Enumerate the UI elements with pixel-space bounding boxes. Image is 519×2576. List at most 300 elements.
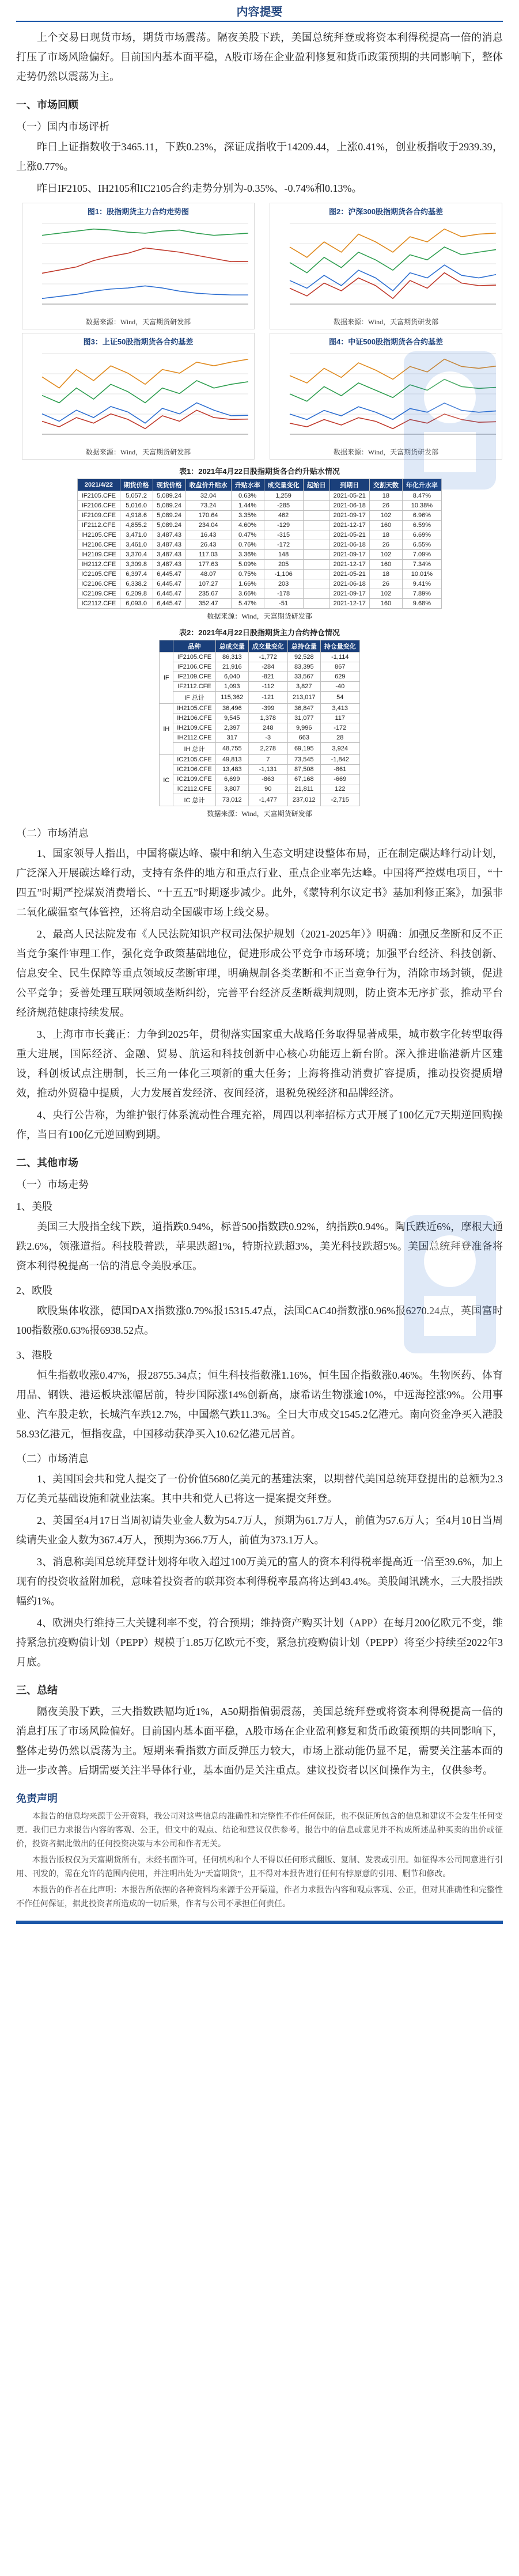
chart-1-svg — [22, 218, 254, 316]
table-header-cell: 交割天数 — [369, 479, 402, 491]
table-cell: 117 — [320, 714, 359, 723]
intro-paragraph: 上个交易日现货市场，期货市场震荡。隔夜美股下跌，美国总统拜登或将资本利得税提高一倍的消息打压了市场风险偏好。目前国内基本面平稳，A股市场在企业盈利修复和货币政策预期的共同影响下，整体走势仍然以震荡为主。 — [16, 32, 503, 82]
table-cell: 33,567 — [287, 672, 320, 682]
table-cell: 5,089.24 — [153, 501, 185, 511]
table-row — [78, 501, 442, 511]
table-cell: 7.09% — [402, 550, 441, 560]
chart-2-svg — [270, 218, 502, 316]
chart-series-line — [42, 248, 248, 274]
table-cell: 2021-05-21 — [329, 530, 369, 540]
subsection-market-trend-title: （一）市场走势 — [16, 1179, 89, 1190]
table-cell — [303, 530, 329, 540]
table-cell: 32.04 — [185, 491, 231, 501]
position-table — [159, 640, 360, 806]
table-cell — [303, 570, 329, 579]
chart-1-title: 图1：股指期货主力合约走势图 — [87, 207, 190, 216]
table-cell: 1.66% — [231, 579, 264, 589]
table-cell: 3,487.43 — [153, 530, 185, 540]
us-stocks-title: 1、美股 — [16, 1201, 52, 1212]
table-cell: 102 — [369, 511, 402, 521]
table-cell: IC2106.CFE — [173, 765, 216, 775]
table-cell: 867 — [320, 662, 359, 672]
table-cell: -1,477 — [248, 794, 287, 806]
table-header-cell: 到期日 — [329, 479, 369, 491]
table-cell: 115,362 — [215, 692, 248, 704]
position-table-header-row — [160, 640, 360, 652]
table-cell — [303, 579, 329, 589]
table-cell: 170.64 — [185, 511, 231, 521]
table-cell: 2021-05-21 — [329, 570, 369, 579]
table-cell: 2021-09-17 — [329, 511, 369, 521]
table-header-cell: 持仓量变化 — [320, 640, 359, 652]
table-cell: IH2112.CFE — [173, 733, 216, 743]
table-cell: 92,528 — [287, 652, 320, 662]
table-cell: IF2105.CFE — [173, 652, 216, 662]
chart-3-svg — [22, 348, 254, 446]
eu-stocks-title: 2、欧股 — [16, 1285, 52, 1296]
table-cell: 54 — [320, 692, 359, 704]
table-cell: 86,313 — [215, 652, 248, 662]
table-cell: IF2109.CFE — [173, 672, 216, 682]
table-cell: 69,195 — [287, 743, 320, 755]
table-cell: -1,842 — [320, 755, 359, 765]
table-row — [160, 733, 360, 743]
table-cell: IF2106.CFE — [173, 662, 216, 672]
table-header-cell: 2021/4/22 — [78, 479, 120, 491]
table-cell: 48,755 — [215, 743, 248, 755]
table-cell: 2021-09-17 — [329, 589, 369, 599]
table-cell: -172 — [264, 540, 303, 550]
table-cell: 102 — [369, 589, 402, 599]
table-cell: 3,487.43 — [153, 550, 185, 560]
other-news-item: 1、美国国会共和党人提交了一份价值5680亿美元的基建法案，以期替代美国总统拜登提出的总额为2.3万亿美元基础设施和就业法案。其中共和党人已将这一提案提交拜登。 — [16, 1473, 503, 1504]
table-cell: 4,855.2 — [120, 521, 153, 530]
table-cell: 73.24 — [185, 501, 231, 511]
table-cell: 36,496 — [215, 704, 248, 714]
table-cell: IC2105.CFE — [78, 570, 120, 579]
chart-1-source: 数据来源：Wind，天富期货研发部 — [85, 318, 191, 326]
table-row — [78, 540, 442, 550]
table-cell: IC2106.CFE — [78, 579, 120, 589]
market-news-item: 3、上海市市长龚正：力争到2025年，贯彻落实国家重大战略任务取得显著成果，城市数字化转型取得重大进展，国际经济、金融、贸易、航运和科技创新中心核心功能迈上新台阶。深入推进临港新片区建设，科创板试点注册制，长三角一体化三项新的重大任务；上海将推动消费扩容提质，推动投资提质增效，推动外贸稳中提质，大力发展首发经济、夜间经济，退税免税经济和品牌经济。 — [16, 1029, 503, 1099]
table-cell: 205 — [264, 560, 303, 570]
basis-table-body — [78, 491, 442, 609]
table-cell: IH2106.CFE — [173, 714, 216, 723]
table-cell: 0.75% — [231, 570, 264, 579]
table-row — [160, 743, 360, 755]
hk-stocks-paragraph: 恒生指数收涨0.47%，报28755.34点；恒生科技指数涨1.16%，恒生国企指数涨0.46%。生物医药、体育用品、钢铁、港运板块涨幅居前，特步国际涨14%创新高，康希诺生物涨逾10%，中远海控涨9%。公用事业、汽车股走软，长城汽车跌12.7%，中国燃气跌11.3%。全日大市成交1545.2亿港元。南向资金净买入港股58.93亿港元，恒指夜盘，中国移动获净买入10.62亿港元居首。 — [16, 1369, 503, 1440]
table-cell: -112 — [248, 682, 287, 692]
table-group-label: IC — [160, 755, 173, 806]
table-cell: 26 — [369, 501, 402, 511]
table-row — [78, 589, 442, 599]
table-cell: IH2105.CFE — [173, 704, 216, 714]
us-stocks-paragraph: 美国三大股指全线下跌，道指跌0.94%，标普500指数跌0.92%，纳指跌0.94%。陶氏跌近6%，摩根大通跌2.6%，领涨道指。科技股普跌，苹果跌超1%，特斯拉跌超3%，美光科技跌超5%。美国总统拜登准备将资本利得税提高一倍的消息令美股承压。 — [16, 1221, 503, 1272]
chart-series-line — [42, 229, 248, 236]
table-cell: 6,209.8 — [120, 589, 153, 599]
table-cell: 3,471.0 — [120, 530, 153, 540]
table-cell: 4,918.6 — [120, 511, 153, 521]
table-cell: IH2109.CFE — [173, 723, 216, 733]
table-cell: IH 总计 — [173, 743, 216, 755]
chart-series-line — [290, 247, 496, 273]
table-cell: -40 — [320, 682, 359, 692]
table-cell: 6,338.2 — [120, 579, 153, 589]
disclaimer-paragraph: 本报告的作者在此声明：本报告所依据的各种资料均来源于公开渠道，作者力求报告内容和观点客观、公正，但对其准确性和完整性不作任何保证，据此投资者所造成的一切后果，作者与公司不承担任何责任。 — [16, 1886, 503, 1909]
basis-table — [77, 479, 442, 609]
chart-series-line — [290, 359, 496, 383]
table-cell: 102 — [369, 550, 402, 560]
table-cell — [303, 550, 329, 560]
table-group-label: IF — [160, 652, 173, 704]
table-cell: -1,772 — [248, 652, 287, 662]
table-cell: IH2109.CFE — [78, 550, 120, 560]
table-cell — [303, 599, 329, 609]
table-header-cell: 现货价格 — [153, 479, 185, 491]
table-cell: IH2105.CFE — [78, 530, 120, 540]
table-cell: 122 — [320, 784, 359, 794]
chart-series-line — [42, 286, 248, 298]
hk-stocks-title: 3、港股 — [16, 1349, 52, 1361]
table-cell: 6,397.4 — [120, 570, 153, 579]
table-cell: 663 — [287, 733, 320, 743]
table-cell: 2021-12-17 — [329, 560, 369, 570]
table-header-cell: 总成交量 — [215, 640, 248, 652]
section-summary-title: 三、总结 — [16, 1685, 58, 1696]
table-cell: 1.44% — [231, 501, 264, 511]
table-row — [160, 775, 360, 784]
chart-3-source: 数据来源：Wind，天富期货研发部 — [85, 448, 191, 456]
table-cell: IC2105.CFE — [173, 755, 216, 765]
table-cell: -861 — [320, 765, 359, 775]
table-cell: 6,445.47 — [153, 579, 185, 589]
futures-contract-paragraph: 昨日IF2105、IH2105和IC2105合约走势分别为-0.35%、-0.74%和0.13%。 — [37, 183, 362, 194]
table-cell: IC2109.CFE — [78, 589, 120, 599]
table-cell: 4.60% — [231, 521, 264, 530]
table-cell: 1,259 — [264, 491, 303, 501]
table-cell: 5,089.24 — [153, 521, 185, 530]
table-cell: 317 — [215, 733, 248, 743]
other-news-item: 2、美国至4月17日当周初请失业金人数为54.7万人，预期为61.7万人，前值为57.6万人；至4月10日当周续请失业金人数为367.4万人，预期为366.7万人，前值为373.1万人。 — [16, 1515, 503, 1546]
chart-2-title: 图2：沪深300股指期货各合约基差 — [329, 207, 443, 216]
table-row — [78, 491, 442, 501]
table-cell: 2021-06-18 — [329, 501, 369, 511]
table-cell: 7.34% — [402, 560, 441, 570]
chart-grid — [22, 203, 497, 460]
table-cell: 107.27 — [185, 579, 231, 589]
table-cell: -172 — [320, 723, 359, 733]
table-cell: 234.04 — [185, 521, 231, 530]
table-cell: 6,040 — [215, 672, 248, 682]
chart-series-line — [290, 229, 496, 257]
table-cell: IF 总计 — [173, 692, 216, 704]
chart-series-line — [290, 380, 496, 401]
table-cell: IF2112.CFE — [173, 682, 216, 692]
table-cell: 49,813 — [215, 755, 248, 765]
table-cell: -1,131 — [248, 765, 287, 775]
table-cell: 7.89% — [402, 589, 441, 599]
table-1-title: 表1：2021年4月22日股指期货各合约升贴水情况 — [179, 467, 340, 476]
market-news-item: 1、国家领导人指出，中国将碳达峰、碳中和纳入生态文明建设整体布局，正在制定碳达峰行动计划，广泛深入开展碳达峰行动，支持有条件的地方和重点行业、重点企业率先达峰。中国将严控煤电项目，“十四五”时期严控煤炭消费增长、“十五五”时期逐步减少。此外，《蒙特利尔议定书》基加利修正案》，加强非二氧化碳温室气体管控，还将启动全国碳市场上线交易。 — [16, 848, 503, 918]
table-cell: IF2105.CFE — [78, 491, 120, 501]
table-cell: 3,487.43 — [153, 560, 185, 570]
table-cell: 148 — [264, 550, 303, 560]
table-row — [78, 530, 442, 540]
table-cell: 31,077 — [287, 714, 320, 723]
table-cell: 13,483 — [215, 765, 248, 775]
table-cell: -399 — [248, 704, 287, 714]
chart-4-source: 数据来源：Wind，天富期货研发部 — [333, 448, 439, 456]
table-cell: 160 — [369, 560, 402, 570]
table-cell: 6,445.47 — [153, 599, 185, 609]
table-cell: 2021-12-17 — [329, 599, 369, 609]
chart-2 — [270, 203, 502, 329]
table-cell: IC2112.CFE — [173, 784, 216, 794]
table-cell: -669 — [320, 775, 359, 784]
table-cell: IF2106.CFE — [78, 501, 120, 511]
table-cell: 2,397 — [215, 723, 248, 733]
table-cell: 48.07 — [185, 570, 231, 579]
chart-series-line — [290, 414, 496, 428]
table-row — [78, 599, 442, 609]
table-row — [160, 682, 360, 692]
chart-series-line — [42, 403, 248, 423]
table-row — [160, 714, 360, 723]
table-row — [160, 794, 360, 806]
table-cell: -129 — [264, 521, 303, 530]
table-cell: -51 — [264, 599, 303, 609]
table-2-source: 数据来源：Wind，天富期货研发部 — [207, 810, 312, 818]
table-cell: 21,811 — [287, 784, 320, 794]
table-cell: IH2112.CFE — [78, 560, 120, 570]
table-cell: IC 总计 — [173, 794, 216, 806]
table-cell: 2021-12-17 — [329, 521, 369, 530]
section-market-review-title: 一、市场回顾 — [16, 99, 78, 111]
chart-3 — [22, 333, 255, 460]
table-cell: 2,278 — [248, 743, 287, 755]
table-cell: 6.69% — [402, 530, 441, 540]
chart-1 — [22, 203, 255, 329]
table-cell: 3.36% — [231, 550, 264, 560]
header-bar — [16, 0, 503, 22]
table-cell — [303, 589, 329, 599]
table-row — [78, 521, 442, 530]
table-cell: 0.63% — [231, 491, 264, 501]
chart-3-title: 图3：上证50股指期货各合约基差 — [83, 337, 194, 346]
basis-table-header-row — [78, 479, 442, 491]
table-cell: IF2109.CFE — [78, 511, 120, 521]
eu-stocks-paragraph: 欧股集体收涨，德国DAX指数涨0.79%报15315.47点，法国CAC40指数涨0.96%报6270.24点，英国富时100指数涨0.63%报6938.52点。 — [16, 1305, 503, 1336]
table-cell: 629 — [320, 672, 359, 682]
table-cell: IF2112.CFE — [78, 521, 120, 530]
table-row — [160, 672, 360, 682]
table-cell: 6,445.47 — [153, 589, 185, 599]
table-cell: 352.47 — [185, 599, 231, 609]
table-row — [78, 550, 442, 560]
table-cell: 7 — [248, 755, 287, 765]
table-cell: -2,715 — [320, 794, 359, 806]
table-cell: 10.01% — [402, 570, 441, 579]
table-cell — [303, 540, 329, 550]
section-other-markets-title: 二、其他市场 — [16, 1157, 78, 1169]
table-cell: 1,093 — [215, 682, 248, 692]
table-row — [160, 704, 360, 714]
table-cell: 5,016.0 — [120, 501, 153, 511]
table-cell: 9.68% — [402, 599, 441, 609]
table-header-cell: 总持仓量 — [287, 640, 320, 652]
table-row — [78, 579, 442, 589]
table-header-cell: 收盘价升贴水 — [185, 479, 231, 491]
table-cell: 5.47% — [231, 599, 264, 609]
table-header-cell: 起始日 — [303, 479, 329, 491]
table-cell: 6.55% — [402, 540, 441, 550]
table-cell: 36,847 — [287, 704, 320, 714]
table-header-cell — [160, 640, 173, 652]
table-header-cell: 成交量变化 — [264, 479, 303, 491]
other-news-item: 4、欧洲央行维持三大关键利率不变，符合预期；维持资产购买计划（APP）在每月200亿欧元不变，维持紧急抗疫购债计划（PEPP）规模于1.85万亿欧元不变，紧急抗疫购债计划（PEPP）将至少持续至2022年3月底。 — [16, 1617, 503, 1668]
chart-series-line — [290, 273, 496, 299]
table-row — [160, 662, 360, 672]
subsection-domestic-title: （一）国内市场评析 — [16, 121, 109, 132]
table-cell — [303, 560, 329, 570]
table-cell: 90 — [248, 784, 287, 794]
chart-series-line — [290, 403, 496, 420]
table-cell: 9,545 — [215, 714, 248, 723]
table-row — [78, 570, 442, 579]
table-cell: -1,106 — [264, 570, 303, 579]
table-row — [160, 765, 360, 775]
table-cell: 3,924 — [320, 743, 359, 755]
table-cell: 18 — [369, 491, 402, 501]
position-table-body — [160, 652, 360, 806]
table-cell: 2021-09-17 — [329, 550, 369, 560]
table-cell: 3,487.43 — [153, 540, 185, 550]
table-row — [160, 692, 360, 704]
table-cell: 67,168 — [287, 775, 320, 784]
market-news-item: 2、最高人民法院发布《人民法院知识产权司法保护规划（2021-2025年）》明确：加强反垄断和反不正当竞争案件审理工作，强化竞争政策基础地位，促进形成公平竞争市场环境；加强平台经济、科技创新、信息安全、民生保障等重点领域反垄断审理，明确规制各类垄断和不正当竞争行为，消除市场封锁，促进公平竞争；妥善处理互联网领域垄断纠纷，完善平台经济反垄断裁判规则，防止资本无序扩张，推动平台经济规范健康持续发展。 — [16, 928, 503, 1018]
table-cell: 26 — [369, 579, 402, 589]
table-cell: 3,807 — [215, 784, 248, 794]
table-cell: 462 — [264, 511, 303, 521]
table-group-label: IH — [160, 704, 173, 755]
table-cell: 0.76% — [231, 540, 264, 550]
table-cell: -315 — [264, 530, 303, 540]
other-news-item: 3、消息称美国总统拜登计划将年收入超过100万美元的富人的资本利得税率提高近一倍至39.6%，加上现有的投资收益附加税，意味着投资者的联邦资本利得税率最高将达到43.4%。美股闻讯跳水，三大股指跌幅约1%。 — [16, 1556, 503, 1607]
table-cell: 3,827 — [287, 682, 320, 692]
table-cell: 3,413 — [320, 704, 359, 714]
table-cell: -1,114 — [320, 652, 359, 662]
disclaimer-title: 免责声明 — [16, 1793, 58, 1804]
chart-4 — [270, 333, 502, 460]
table-header-cell: 年化升水率 — [402, 479, 441, 491]
table-cell: 3,309.8 — [120, 560, 153, 570]
table-cell: -178 — [264, 589, 303, 599]
table-cell: 6,445.47 — [153, 570, 185, 579]
disclaimer-paragraph: 本报告版权仅为天富期货所有，未经书面许可，任何机构和个人不得以任何形式翻版、复制、发表或引用。如征得本公司同意进行引用、刊发的，需在允许的范围内使用，并注明出处为“天富期货”，且不得对本报告进行任何有悖原意的引用、删节和修改。 — [16, 1856, 503, 1879]
table-2-title: 表2：2021年4月22日股指期货主力合约持仓情况 — [179, 628, 340, 637]
table-cell: 10.38% — [402, 501, 441, 511]
table-cell: 18 — [369, 530, 402, 540]
table-cell: IH2106.CFE — [78, 540, 120, 550]
table-cell: 3,461.0 — [120, 540, 153, 550]
table-header-cell: 升贴水率 — [231, 479, 264, 491]
table-cell: 87,508 — [287, 765, 320, 775]
table-cell: 117.03 — [185, 550, 231, 560]
table-cell: -121 — [248, 692, 287, 704]
domestic-index-paragraph: 昨日上证指数收于3465.11，下跌0.23%，深证成指收于14209.44，上涨0.41%，创业板指收于2939.39，上涨0.77%。 — [16, 141, 503, 172]
table-cell: 6,699 — [215, 775, 248, 784]
table-row — [160, 755, 360, 765]
table-cell — [303, 491, 329, 501]
table-cell — [303, 511, 329, 521]
table-cell: 28 — [320, 733, 359, 743]
table-cell: 1,378 — [248, 714, 287, 723]
table-cell: 2021-05-21 — [329, 491, 369, 501]
table-cell: 16.43 — [185, 530, 231, 540]
table-cell: 9.41% — [402, 579, 441, 589]
table-cell: -863 — [248, 775, 287, 784]
table-cell: 3.35% — [231, 511, 264, 521]
table-1-source: 数据来源：Wind，天富期货研发部 — [207, 612, 312, 620]
table-row — [160, 652, 360, 662]
table-cell: 6,093.0 — [120, 599, 153, 609]
table-row — [160, 784, 360, 794]
table-cell: 5.09% — [231, 560, 264, 570]
table-cell: 6.59% — [402, 521, 441, 530]
chart-4-svg — [270, 348, 502, 446]
table-header-cell: 期货价格 — [120, 479, 153, 491]
table-header-cell: 品种 — [173, 640, 216, 652]
footer-bar — [16, 1921, 503, 1924]
other-news-title: （二）市场消息 — [16, 1453, 89, 1465]
chart-2-source: 数据来源：Wind，天富期货研发部 — [333, 318, 439, 326]
table-cell: 26 — [369, 540, 402, 550]
table-cell — [303, 521, 329, 530]
table-cell: 5,089.24 — [153, 491, 185, 501]
table-cell: 3.66% — [231, 589, 264, 599]
table-row — [78, 511, 442, 521]
table-cell: 5,057.2 — [120, 491, 153, 501]
table-cell: -3 — [248, 733, 287, 743]
table-cell: 0.47% — [231, 530, 264, 540]
chart-series-line — [42, 410, 248, 428]
table-cell: 203 — [264, 579, 303, 589]
table-cell: -285 — [264, 501, 303, 511]
table-cell: 3,370.4 — [120, 550, 153, 560]
table-cell: -284 — [248, 662, 287, 672]
page-title: 内容提要 — [236, 5, 283, 18]
table-cell: -821 — [248, 672, 287, 682]
summary-paragraph: 隔夜美股下跌，三大指数跌幅均近1%，A50期指偏弱震荡，美国总统拜登或将资本利得税提高一倍的消息打压了市场风险偏好。目前国内基本面平稳，A股市场在企业盈利修复和货币政策预期的共同影响下，整体走势仍然以震荡为主。短期来看指数方面反弹压力较大，市场上涨动能仍显不足，需要关注基本面的进一步改善。后期需要关注半导体行业，基本面仍是关注重点。建议投资者以区间操作为主，仅供参考。 — [16, 1706, 503, 1776]
table-cell: 2021-06-18 — [329, 579, 369, 589]
table-row — [78, 560, 442, 570]
table-cell: 160 — [369, 599, 402, 609]
table-header-cell: 成交量变化 — [248, 640, 287, 652]
table-cell: IC2112.CFE — [78, 599, 120, 609]
table-cell: 160 — [369, 521, 402, 530]
market-news-item: 4、央行公告称，为维护银行体系流动性合理充裕，周四以利率招标方式开展了100亿元7天期逆回购操作，当日有100亿元逆回购到期。 — [16, 1109, 503, 1140]
table-row — [160, 723, 360, 733]
chart-4-title: 图4：中证500股指期货各合约基差 — [329, 337, 443, 346]
table-cell: 83,395 — [287, 662, 320, 672]
disclaimer-paragraph: 本报告的信息均来源于公开资料，我公司对这些信息的准确性和完整性不作任何保证，也不保证所包含的信息和建议不会发生任何变更。我们已力求报告内容的客观、公正，但文中的观点、结论和建议仅供参考，报告中的信息或意见并不构成所述品种买卖的出价或征价，投资者据此做出的任何投资决策与本公司和作者无关。 — [16, 1812, 503, 1849]
market-news-title: （二）市场消息 — [16, 828, 89, 839]
table-cell: 21,916 — [215, 662, 248, 672]
table-cell: 26.43 — [185, 540, 231, 550]
table-cell: 248 — [248, 723, 287, 733]
table-cell: IC2109.CFE — [173, 775, 216, 784]
table-cell: 73,545 — [287, 755, 320, 765]
